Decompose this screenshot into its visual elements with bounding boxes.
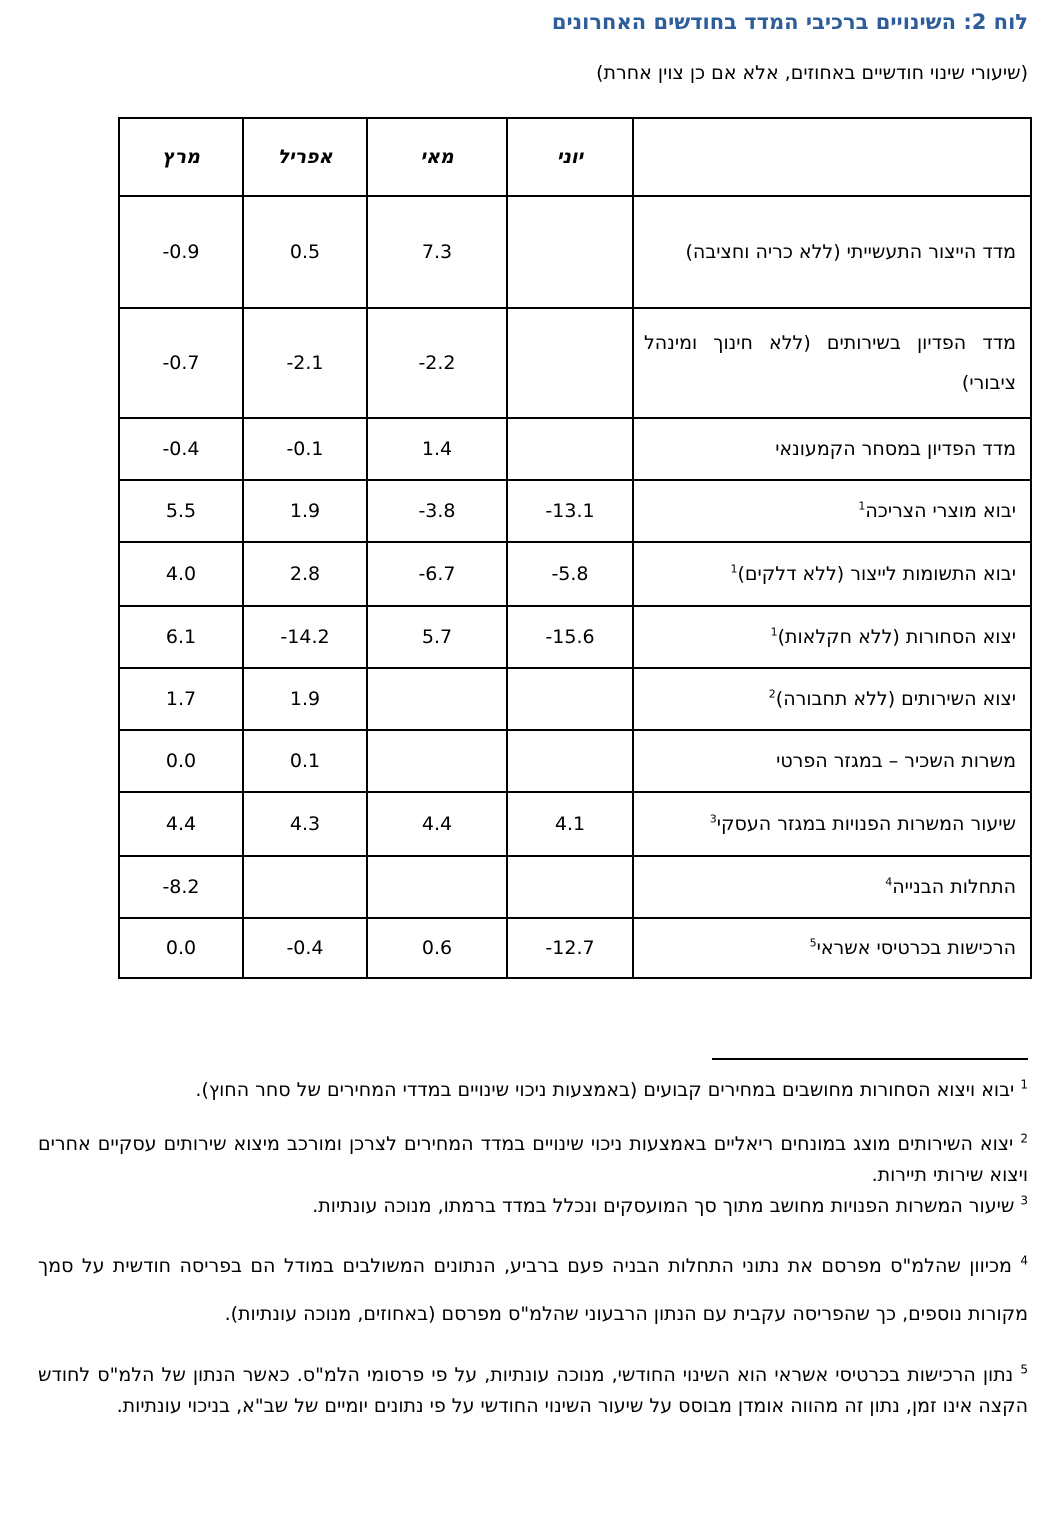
column-header-march: מרץ (119, 118, 243, 196)
footnote-marker: 5 (809, 936, 817, 950)
footnote-marker: 1 (770, 625, 778, 639)
footnote-text: יצוא השירותים מוצג במונחים ריאליים באמצעות ניכוי שינויים במדד המחירים לצרכן ומורכב מיצוא שירותים עסקיים אחרים ויצוא שירותי תיירות. (38, 1133, 1028, 1186)
footnotes-section (38, 1074, 1028, 1422)
cell-april: 2.8 (243, 542, 367, 606)
cell-april (243, 856, 367, 918)
footnote-text: יבוא ויצוא הסחורות מחושבים במחירים קבועים (באמצעות ניכוי שינויים במדדי המחירים של סחר החוץ). (195, 1079, 1015, 1101)
table-row (119, 418, 1031, 480)
row-label (633, 918, 1031, 978)
table-row (119, 918, 1031, 978)
footnote-marker: 1 (730, 562, 738, 576)
cell-march: -0.7 (119, 308, 243, 418)
footnote (38, 1074, 1028, 1106)
table-row (119, 308, 1031, 418)
footnote-text: מכיוון שהלמ"ס מפרסם את נתוני התחלות הבניה פעם ברביע, הנתונים המשולבים במודל הם בפריסה חודשית על סמך מקורות נוספים, כך שהפריסה עקבית עם הנתון הרבעוני שהלמ"ס מפרסם (באחוזים, מנוכה עונתיות). (38, 1255, 1028, 1325)
row-label-text: יבוא מוצרי הצריכה (865, 500, 1016, 522)
cell-june (507, 308, 633, 418)
cell-april: 4.3 (243, 792, 367, 856)
footnote-marker: 3 (709, 812, 717, 826)
cell-april: 1.9 (243, 668, 367, 730)
cell-may: 1.4 (367, 418, 507, 480)
row-label (633, 668, 1031, 730)
cell-april: 0.1 (243, 730, 367, 792)
row-label-text: התחלות הבנייה (892, 876, 1016, 898)
row-label-text: הרכישות בכרטיסי אשראי (816, 937, 1016, 959)
cell-may (367, 668, 507, 730)
row-label-text: מדד הפדיון במסחר הקמעונאי (775, 438, 1016, 460)
cell-may (367, 730, 507, 792)
cell-march: -0.4 (119, 418, 243, 480)
footnote-marker: 2 (768, 687, 776, 701)
footnote-number: 5 (1020, 1362, 1028, 1377)
table-row (119, 730, 1031, 792)
cell-june (507, 668, 633, 730)
cell-march: 0.0 (119, 730, 243, 792)
footnote (38, 1360, 1028, 1422)
footnote-number: 4 (1020, 1253, 1029, 1268)
table-row (119, 792, 1031, 856)
footnote-marker: 1 (858, 499, 866, 513)
data-table (118, 117, 1032, 979)
row-label-text: שיעור המשרות הפנויות במגזר העסקי (716, 813, 1016, 835)
row-label-text: משרות השכיר – במגזר הפרטי (776, 750, 1016, 772)
cell-march: -0.9 (119, 196, 243, 308)
table-row (119, 480, 1031, 542)
cell-may: 5.7 (367, 606, 507, 668)
row-label (633, 308, 1031, 418)
table-row (119, 668, 1031, 730)
cell-april: -14.2 (243, 606, 367, 668)
cell-june: -13.1 (507, 480, 633, 542)
column-header-june: יוני (507, 118, 633, 196)
footnote-text: נתון הרכישות בכרטיסי אשראי הוא השינוי החודשי, מנוכה עונתיות, על פי פרסומי הלמ"ס. כאשר הנתון של הלמ"ס לחודש הקצה אינו זמן, נתון זה מהווה אומדן מבוסס על שיעור השינוי החודשי על פי נתונים יומיים של שב"א, בניכוי עונתיות. (38, 1364, 1028, 1417)
cell-may: 7.3 (367, 196, 507, 308)
table-row (119, 542, 1031, 606)
row-label (633, 196, 1031, 308)
table-row (119, 856, 1031, 918)
table-row (119, 606, 1031, 668)
cell-april: -0.4 (243, 918, 367, 978)
page-subtitle: (שיעורי שינוי חודשיים באחוזים, אלא אם כן צוין אחרת) (596, 62, 1028, 84)
cell-june: -15.6 (507, 606, 633, 668)
cell-june: -12.7 (507, 918, 633, 978)
row-label (633, 480, 1031, 542)
cell-march: 5.5 (119, 480, 243, 542)
column-header-label (633, 118, 1031, 196)
footnote-number: 3 (1020, 1193, 1028, 1208)
cell-april: 0.5 (243, 196, 367, 308)
cell-june (507, 856, 633, 918)
footnote-marker: 4 (885, 875, 893, 889)
footnote (38, 1242, 1028, 1338)
table-header-row (119, 118, 1031, 196)
cell-march: -8.2 (119, 856, 243, 918)
footnote (38, 1191, 1028, 1222)
row-label-text: יצוא השירותים (ללא תחבורה) (775, 688, 1016, 710)
row-label (633, 606, 1031, 668)
cell-march: 4.0 (119, 542, 243, 606)
column-header-april: אפריל (243, 118, 367, 196)
cell-may (367, 856, 507, 918)
cell-may: -3.8 (367, 480, 507, 542)
footnote-number: 1 (1020, 1077, 1028, 1092)
cell-june (507, 730, 633, 792)
cell-may: -2.2 (367, 308, 507, 418)
row-label (633, 418, 1031, 480)
row-label-text: מדד הפדיון בשירותים (ללא חינוך ומינהל ציבורי) (644, 332, 1016, 394)
row-label (633, 856, 1031, 918)
cell-april: -2.1 (243, 308, 367, 418)
cell-april: 1.9 (243, 480, 367, 542)
cell-may: 4.4 (367, 792, 507, 856)
row-label (633, 792, 1031, 856)
column-header-may: מאי (367, 118, 507, 196)
row-label-text: מדד הייצור התעשייתי (ללא כריה וחציבה) (685, 241, 1016, 263)
row-label-text: יצוא הסחורות (ללא חקלאות) (777, 626, 1016, 648)
cell-june: 4.1 (507, 792, 633, 856)
row-label-text: יבוא התשומות לייצור (ללא דלקים) (737, 563, 1016, 585)
cell-march: 1.7 (119, 668, 243, 730)
footnote (38, 1129, 1028, 1191)
table-row (119, 196, 1031, 308)
row-label (633, 542, 1031, 606)
cell-may: -6.7 (367, 542, 507, 606)
cell-may: 0.6 (367, 918, 507, 978)
cell-march: 6.1 (119, 606, 243, 668)
cell-june (507, 418, 633, 480)
footnote-text: שיעור המשרות הפנויות מחושב מתוך סך המועסקים ונכלל במדד ברמתו, מנוכה עונתיות. (312, 1195, 1015, 1217)
cell-june (507, 196, 633, 308)
page-title: לוח 2: השינויים ברכיבי המדד בחודשים האחרונים (551, 10, 1028, 34)
footnote-separator (712, 1058, 1028, 1060)
row-label (633, 730, 1031, 792)
cell-march: 4.4 (119, 792, 243, 856)
footnote-number: 2 (1020, 1131, 1028, 1146)
cell-march: 0.0 (119, 918, 243, 978)
cell-april: -0.1 (243, 418, 367, 480)
cell-june: -5.8 (507, 542, 633, 606)
